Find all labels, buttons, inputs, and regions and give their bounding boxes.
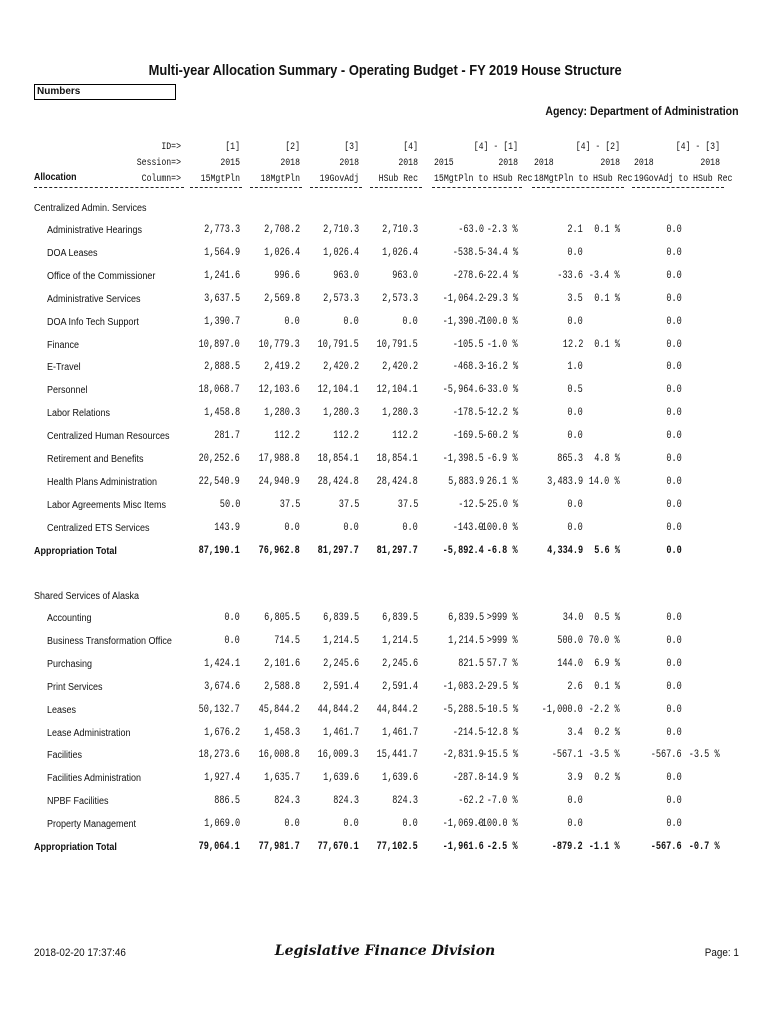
table-cell-c3: 28,424.8 <box>317 475 359 488</box>
table-cell-d1: -12.5 <box>458 498 484 511</box>
table-cell-c4: 1,639.6 <box>381 772 418 785</box>
table-cell-d2: 34.0 <box>562 612 583 624</box>
table-cell-c4: 1,214.5 <box>381 634 418 647</box>
table-cell-d2: -33.6 <box>557 269 583 282</box>
header-id-key: ID=> <box>161 142 181 153</box>
table-cell-d1: -178.5 <box>453 407 484 420</box>
table-cell-c3: 2,591.4 <box>322 680 359 693</box>
table-cell-c4: 1,280.3 <box>381 407 418 420</box>
table-cell-d2: 144.0 <box>557 657 583 670</box>
table-cell-d3: 0.0 <box>666 453 682 465</box>
table-cell-c3: 6,839.5 <box>322 612 359 624</box>
allocation-row-label: DOA Leases <box>47 247 98 259</box>
table-cell-d2: 3,483.9 <box>546 475 583 488</box>
table-cell-c3: 0.0 <box>343 818 359 831</box>
appropriation-total-label: Appropriation Total <box>34 545 117 557</box>
table-cell-c1: 2,773.3 <box>203 224 240 236</box>
table-cell-d1: -63.0 <box>458 224 484 236</box>
table-cell-c2: 112.2 <box>274 430 300 443</box>
table-cell-c4: 2,420.2 <box>381 361 418 374</box>
table-cell-c1: 1,390.7 <box>203 315 240 328</box>
table-cell-c2: 824.3 <box>274 795 300 808</box>
table-cell-c1: 1,241.6 <box>203 269 240 282</box>
table-cell-c4: 10,791.5 <box>376 338 418 351</box>
table-cell-c3: 2,710.3 <box>322 224 359 236</box>
table-cell-p1: >999 % <box>487 612 518 624</box>
allocation-row-label: Accounting <box>47 613 92 624</box>
header-diff-2-year-b: 2018 <box>600 158 620 169</box>
table-cell-c2: 2,101.6 <box>263 657 300 670</box>
numbers-box: Numbers <box>34 84 176 100</box>
table-cell-c4: 18,854.1 <box>376 453 418 465</box>
table-cell-c4: 0.0 <box>402 521 418 534</box>
table-cell-c1: 143.9 <box>214 521 240 534</box>
table-cell-p1: -29.3 % <box>481 292 518 305</box>
table-cell-c2: 24,940.9 <box>258 475 300 488</box>
table-cell-d2: 3.9 <box>567 772 583 785</box>
table-cell-p1: 57.7 % <box>487 657 518 670</box>
table-cell-p1: -6.9 % <box>487 453 518 465</box>
header-col-1-id: [1] <box>225 142 240 153</box>
table-cell-p1: -33.0 % <box>481 384 518 397</box>
table-cell-c2: 1,280.3 <box>263 407 300 420</box>
header-rule <box>250 187 302 188</box>
header-col-2-session: 2018 <box>280 158 300 169</box>
total-cell-p2: -1.1 % <box>589 841 620 853</box>
table-cell-c3: 963.0 <box>333 269 359 282</box>
table-cell-p2: 0.2 % <box>594 726 620 739</box>
header-rule <box>532 187 624 188</box>
table-cell-d1: -278.6 <box>453 269 484 282</box>
table-cell-d2: 0.0 <box>567 818 583 831</box>
table-cell-d3: 0.0 <box>666 521 682 534</box>
table-cell-p1: >999 % <box>487 634 518 647</box>
table-cell-d2: 3.4 <box>567 726 583 739</box>
table-cell-p2: 0.1 % <box>594 680 620 693</box>
table-cell-d1: -5,288.5 <box>442 703 484 716</box>
table-cell-c1: 0.0 <box>224 634 240 647</box>
table-cell-d2: 865.3 <box>557 453 583 465</box>
table-cell-c3: 44,844.2 <box>317 703 359 716</box>
table-cell-d1: -468.3 <box>453 361 484 374</box>
header-col-4-id: [4] <box>403 142 418 153</box>
table-cell-p2: 4.8 % <box>594 453 620 465</box>
table-cell-d2: 0.5 <box>567 384 583 397</box>
table-cell-c4: 2,245.6 <box>381 657 418 670</box>
table-cell-c4: 0.0 <box>402 818 418 831</box>
table-cell-c2: 1,458.3 <box>263 726 300 739</box>
table-cell-d3: 0.0 <box>666 246 682 259</box>
total-cell-d3: 0.0 <box>666 544 682 557</box>
allocation-row-label: E-Travel <box>47 362 81 374</box>
table-cell-d1: -1,398.5 <box>442 453 484 465</box>
table-cell-d1: -105.5 <box>453 338 484 351</box>
total-cell-p1: -2.5 % <box>487 841 518 853</box>
table-cell-c2: 6,805.5 <box>263 612 300 624</box>
table-cell-p1: -22.4 % <box>481 269 518 282</box>
total-cell-c4: 81,297.7 <box>376 544 418 557</box>
table-cell-d2: 3.5 <box>567 292 583 305</box>
total-cell-d2: -879.2 <box>552 841 583 853</box>
table-cell-c4: 1,461.7 <box>381 726 418 739</box>
table-cell-d3: 0.0 <box>666 612 682 624</box>
table-cell-p2: 14.0 % <box>589 475 620 488</box>
table-cell-d1: 821.5 <box>458 657 484 670</box>
header-rule <box>34 187 184 188</box>
total-cell-c2: 76,962.8 <box>258 544 300 557</box>
allocation-row-label: Office of the Commissioner <box>47 270 156 282</box>
allocation-row-label: Finance <box>47 339 80 351</box>
page-title: Multi-year Allocation Summary - Operating Budget - FY 2019 House Structure <box>148 62 622 79</box>
table-cell-c1: 18,273.6 <box>198 749 240 762</box>
header-diff-3-column: 19GovAdj to HSub Rec <box>634 174 733 185</box>
header-diff-2-column: 18MgtPln to HSub Rec <box>534 174 633 185</box>
table-cell-p2: -3.4 % <box>589 269 620 282</box>
table-cell-p1: -1.0 % <box>487 338 518 351</box>
table-cell-p1: -14.9 % <box>481 772 518 785</box>
table-cell-d1: 6,839.5 <box>447 612 484 624</box>
table-cell-c4: 44,844.2 <box>376 703 418 716</box>
table-cell-d2: 0.0 <box>567 430 583 443</box>
table-cell-d3: 0.0 <box>666 361 682 374</box>
table-cell-c3: 18,854.1 <box>317 453 359 465</box>
table-cell-c3: 12,104.1 <box>317 384 359 397</box>
allocation-row-label: NPBF Facilities <box>47 796 109 808</box>
table-cell-c3: 1,214.5 <box>322 634 359 647</box>
table-cell-c4: 28,424.8 <box>376 475 418 488</box>
table-cell-p1: -12.8 % <box>481 726 518 739</box>
table-cell-c3: 2,420.2 <box>322 361 359 374</box>
allocation-row-label: Labor Relations <box>47 408 111 420</box>
table-cell-c2: 2,419.2 <box>263 361 300 374</box>
allocation-row-label: Administrative Hearings <box>47 225 143 236</box>
header-column-key: Column=> <box>141 174 181 185</box>
table-cell-p1: -29.5 % <box>481 680 518 693</box>
total-cell-p2: 5.6 % <box>594 544 620 557</box>
header-diff-1-year-b: 2018 <box>498 158 518 169</box>
header-col-1-column: 15MgtPln <box>200 174 240 185</box>
table-cell-c1: 1,458.8 <box>203 407 240 420</box>
table-cell-c1: 3,674.6 <box>203 680 240 693</box>
header-col-3-session: 2018 <box>339 158 359 169</box>
table-cell-d3: 0.0 <box>666 430 682 443</box>
table-cell-c2: 16,008.8 <box>258 749 300 762</box>
table-cell-d1: -1,069.0 <box>442 818 484 831</box>
table-cell-c2: 1,635.7 <box>263 772 300 785</box>
table-cell-d2: 1.0 <box>567 361 583 374</box>
table-cell-p2: 0.1 % <box>594 224 620 236</box>
table-cell-c4: 0.0 <box>402 315 418 328</box>
total-cell-c1: 87,190.1 <box>198 544 240 557</box>
table-cell-d1: -1,083.2 <box>442 680 484 693</box>
table-cell-d3: 0.0 <box>666 818 682 831</box>
table-cell-d3: 0.0 <box>666 338 682 351</box>
table-cell-c2: 12,103.6 <box>258 384 300 397</box>
header-rule <box>310 187 362 188</box>
header-col-4-session: 2018 <box>398 158 418 169</box>
footer-timestamp: 2018-02-20 17:37:46 <box>34 947 126 959</box>
allocation-row-label: Retirement and Benefits <box>47 454 144 465</box>
allocation-row-label: Personnel <box>47 385 88 397</box>
header-diff-2-year-a: 2018 <box>534 158 554 169</box>
table-cell-c1: 20,252.6 <box>198 453 240 465</box>
table-cell-c4: 12,104.1 <box>376 384 418 397</box>
table-cell-p2: 0.1 % <box>594 338 620 351</box>
table-cell-c4: 112.2 <box>392 430 418 443</box>
table-cell-c1: 0.0 <box>224 612 240 624</box>
table-cell-c1: 10,897.0 <box>198 338 240 351</box>
table-cell-c1: 22,540.9 <box>198 475 240 488</box>
table-cell-c2: 2,588.8 <box>263 680 300 693</box>
table-cell-d1: -538.5 <box>453 246 484 259</box>
allocation-row-label: Property Management <box>47 819 137 831</box>
table-cell-c4: 963.0 <box>392 269 418 282</box>
table-cell-p2: -2.2 % <box>589 703 620 716</box>
table-cell-c1: 1,424.1 <box>203 657 240 670</box>
table-cell-d3: 0.0 <box>666 657 682 670</box>
table-cell-c3: 10,791.5 <box>317 338 359 351</box>
table-cell-c3: 1,280.3 <box>322 407 359 420</box>
header-diff-3-year-a: 2018 <box>634 158 654 169</box>
table-cell-c2: 2,569.8 <box>263 292 300 305</box>
table-cell-d3: 0.0 <box>666 315 682 328</box>
table-cell-d1: -1,064.2 <box>442 292 484 305</box>
table-cell-c3: 1,639.6 <box>322 772 359 785</box>
table-cell-d1: -169.5 <box>453 430 484 443</box>
table-cell-d2: 0.0 <box>567 498 583 511</box>
header-rule <box>190 187 242 188</box>
allocation-row-label: Lease Administration <box>47 727 131 739</box>
table-cell-p1: -25.0 % <box>481 498 518 511</box>
table-cell-c1: 886.5 <box>214 795 240 808</box>
table-cell-d1: -2,831.9 <box>442 749 484 762</box>
header-diff-3-id: [4] - [3] <box>675 142 720 153</box>
total-cell-p1: -6.8 % <box>487 544 518 557</box>
table-cell-p1: -2.3 % <box>487 224 518 236</box>
table-cell-c2: 45,844.2 <box>258 703 300 716</box>
allocation-row-label: Business Transformation Office <box>47 635 172 647</box>
allocation-row-label: Labor Agreements Misc Items <box>47 499 167 511</box>
table-cell-c1: 1,927.4 <box>203 772 240 785</box>
table-cell-c3: 0.0 <box>343 315 359 328</box>
header-col-2-id: [2] <box>285 142 300 153</box>
agency-label: Agency: Department of Administration <box>545 104 739 118</box>
table-cell-c2: 996.6 <box>274 269 300 282</box>
table-cell-d1: 5,883.9 <box>447 475 484 488</box>
table-cell-p1: -100.0 % <box>476 521 518 534</box>
appropriation-total-label: Appropriation Total <box>34 842 117 853</box>
allocation-row-label: Facilities <box>47 750 83 762</box>
table-cell-d2: 0.0 <box>567 407 583 420</box>
allocation-row-label: Centralized ETS Services <box>47 522 150 534</box>
allocation-row-label: Purchasing <box>47 658 93 670</box>
table-cell-d1: -287.8 <box>453 772 484 785</box>
table-cell-d3: 0.0 <box>666 680 682 693</box>
header-diff-3-year-b: 2018 <box>700 158 720 169</box>
total-cell-c2: 77,981.7 <box>258 841 300 853</box>
table-cell-d3: 0.0 <box>666 703 682 716</box>
header-rule <box>370 187 422 188</box>
table-cell-d1: -143.9 <box>453 521 484 534</box>
table-cell-d3: 0.0 <box>666 498 682 511</box>
table-cell-d1: -5,964.6 <box>442 384 484 397</box>
table-cell-c3: 824.3 <box>333 795 359 808</box>
footer-division-signature: Legislative Finance Division <box>274 943 496 959</box>
total-cell-d3: -567.6 <box>651 841 682 853</box>
table-cell-p1: -10.5 % <box>481 703 518 716</box>
table-cell-p1: -100.0 % <box>476 818 518 831</box>
table-cell-c3: 2,245.6 <box>322 657 359 670</box>
header-diff-1-id: [4] - [1] <box>473 142 518 153</box>
table-cell-d3: 0.0 <box>666 634 682 647</box>
table-cell-c1: 3,637.5 <box>203 292 240 305</box>
table-cell-c2: 0.0 <box>284 521 300 534</box>
total-cell-p3: -0.7 % <box>689 841 720 853</box>
table-cell-c4: 2,573.3 <box>381 292 418 305</box>
table-cell-p1: -16.2 % <box>481 361 518 374</box>
table-cell-c2: 17,988.8 <box>258 453 300 465</box>
table-cell-c3: 37.5 <box>338 498 359 511</box>
total-cell-c3: 77,670.1 <box>317 841 359 853</box>
allocation-row-label: Health Plans Administration <box>47 476 158 488</box>
table-cell-d2: 0.0 <box>567 795 583 808</box>
table-cell-c1: 50.0 <box>219 498 240 511</box>
table-cell-c4: 37.5 <box>397 498 418 511</box>
table-cell-c2: 37.5 <box>279 498 300 511</box>
table-cell-c4: 15,441.7 <box>376 749 418 762</box>
header-rule <box>432 187 522 188</box>
table-cell-p1: -100.0 % <box>476 315 518 328</box>
table-cell-d2: 500.0 <box>557 634 583 647</box>
table-cell-c3: 1,461.7 <box>322 726 359 739</box>
allocation-row-label: Facilities Administration <box>47 773 142 785</box>
table-cell-p2: 0.2 % <box>594 772 620 785</box>
table-cell-p2: -3.5 % <box>589 749 620 762</box>
table-cell-d2: 0.0 <box>567 246 583 259</box>
header-diff-1-column: 15MgtPln to HSub Rec <box>434 174 533 185</box>
total-cell-d1: -1,961.6 <box>442 841 484 853</box>
table-cell-c4: 2,591.4 <box>381 680 418 693</box>
table-cell-c3: 112.2 <box>333 430 359 443</box>
table-cell-c1: 1,564.9 <box>203 246 240 259</box>
table-cell-p2: 0.5 % <box>594 612 620 624</box>
table-cell-d2: 12.2 <box>562 338 583 351</box>
section-title: Shared Services of Alaska <box>34 591 140 602</box>
table-cell-d3: 0.0 <box>666 224 682 236</box>
header-col-1-session: 2015 <box>220 158 240 169</box>
header-session-key: Session=> <box>136 158 181 169</box>
table-cell-p1: -34.4 % <box>481 246 518 259</box>
header-col-4-column: HSub Rec <box>378 174 418 185</box>
table-cell-c1: 1,069.0 <box>203 818 240 831</box>
table-cell-p3: -3.5 % <box>689 749 720 762</box>
table-cell-d3: 0.0 <box>666 795 682 808</box>
allocation-row-label: Leases <box>47 704 77 716</box>
table-cell-d2: -567.1 <box>552 749 583 762</box>
table-cell-p1: -15.5 % <box>481 749 518 762</box>
table-cell-d1: -1,390.7 <box>442 315 484 328</box>
table-cell-d2: 2.6 <box>567 680 583 693</box>
table-cell-p1: -12.2 % <box>481 407 518 420</box>
section-title: Centralized Admin. Services <box>34 203 147 214</box>
total-cell-c3: 81,297.7 <box>317 544 359 557</box>
table-cell-c2: 2,708.2 <box>263 224 300 236</box>
table-cell-d3: 0.0 <box>666 407 682 420</box>
header-rule <box>632 187 724 188</box>
allocation-row-label: Centralized Human Resources <box>47 431 170 443</box>
header-col-3-column: 19GovAdj <box>319 174 359 185</box>
table-cell-d1: 1,214.5 <box>447 634 484 647</box>
allocation-row-label: Print Services <box>47 681 103 693</box>
total-cell-d1: -5,892.4 <box>442 544 484 557</box>
table-cell-p2: 70.0 % <box>589 634 620 647</box>
table-cell-c4: 6,839.5 <box>381 612 418 624</box>
header-col-2-column: 18MgtPln <box>260 174 300 185</box>
table-cell-p1: -60.2 % <box>481 430 518 443</box>
total-cell-c1: 79,064.1 <box>198 841 240 853</box>
table-cell-c2: 714.5 <box>274 634 300 647</box>
table-cell-d3: 0.0 <box>666 475 682 488</box>
allocation-row-label: Administrative Services <box>47 293 141 305</box>
table-cell-c1: 281.7 <box>214 430 240 443</box>
table-cell-c1: 18,068.7 <box>198 384 240 397</box>
total-cell-d2: 4,334.9 <box>546 544 583 557</box>
table-cell-d2: -1,000.0 <box>541 703 583 716</box>
table-cell-c3: 1,026.4 <box>322 246 359 259</box>
table-cell-d1: -214.5 <box>453 726 484 739</box>
table-cell-c2: 0.0 <box>284 818 300 831</box>
table-cell-d2: 2.1 <box>567 224 583 236</box>
table-cell-d3: -567.6 <box>651 749 682 762</box>
table-cell-d3: 0.0 <box>666 772 682 785</box>
table-cell-c4: 1,026.4 <box>381 246 418 259</box>
allocation-header: Allocation <box>34 172 77 183</box>
table-cell-p1: 26.1 % <box>487 475 518 488</box>
table-cell-c4: 2,710.3 <box>381 224 418 236</box>
table-cell-p2: 6.9 % <box>594 657 620 670</box>
table-cell-c2: 0.0 <box>284 315 300 328</box>
table-cell-c1: 2,888.5 <box>203 361 240 374</box>
table-cell-p1: -7.0 % <box>487 795 518 808</box>
table-cell-c1: 50,132.7 <box>198 703 240 716</box>
table-cell-c1: 1,676.2 <box>203 726 240 739</box>
table-cell-d3: 0.0 <box>666 726 682 739</box>
table-cell-p2: 0.1 % <box>594 292 620 305</box>
allocation-row-label: DOA Info Tech Support <box>47 316 139 328</box>
table-cell-c3: 2,573.3 <box>322 292 359 305</box>
table-cell-d3: 0.0 <box>666 269 682 282</box>
table-cell-d3: 0.0 <box>666 384 682 397</box>
total-cell-c4: 77,102.5 <box>376 841 418 853</box>
header-diff-1-year-a: 2015 <box>434 158 454 169</box>
table-cell-d2: 0.0 <box>567 521 583 534</box>
table-cell-c3: 16,009.3 <box>317 749 359 762</box>
table-cell-c4: 824.3 <box>392 795 418 808</box>
table-cell-d2: 0.0 <box>567 315 583 328</box>
header-col-3-id: [3] <box>344 142 359 153</box>
table-cell-c2: 10,779.3 <box>258 338 300 351</box>
footer-page-number: Page: 1 <box>704 947 739 959</box>
table-cell-c3: 0.0 <box>343 521 359 534</box>
table-cell-c2: 1,026.4 <box>263 246 300 259</box>
table-cell-d1: -62.2 <box>458 795 484 808</box>
header-diff-2-id: [4] - [2] <box>575 142 620 153</box>
table-cell-d3: 0.0 <box>666 292 682 305</box>
